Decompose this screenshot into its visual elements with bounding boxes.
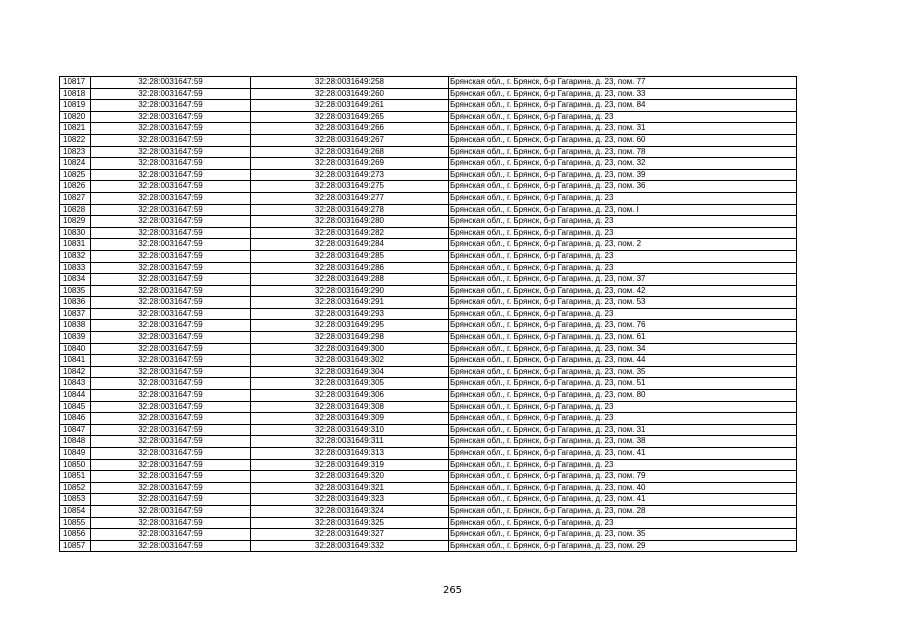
row-number-cell: 10838 bbox=[60, 320, 91, 332]
address-cell: Брянская обл., г. Брянск, б-р Гагарина, д. 23, пом. 84 bbox=[449, 100, 797, 112]
row-number-cell: 10848 bbox=[60, 436, 91, 448]
cadastral-number-cell: 32:28:0031649:285 bbox=[251, 250, 449, 262]
registry-table-body bbox=[60, 77, 797, 552]
cadastral-number-cell: 32:28:0031649:275 bbox=[251, 181, 449, 193]
cadastral-quarter-cell: 32:28:0031647:59 bbox=[91, 494, 251, 506]
cadastral-number-cell: 32:28:0031649:302 bbox=[251, 355, 449, 367]
address-cell: Брянская обл., г. Брянск, б-р Гагарина, д. 23, пом. 79 bbox=[449, 471, 797, 483]
cadastral-quarter-cell: 32:28:0031647:59 bbox=[91, 459, 251, 471]
table-row bbox=[60, 471, 797, 483]
row-number-cell: 10817 bbox=[60, 77, 91, 89]
cadastral-number-cell: 32:28:0031649:268 bbox=[251, 146, 449, 158]
table-row bbox=[60, 297, 797, 309]
table-row bbox=[60, 517, 797, 529]
cadastral-quarter-cell: 32:28:0031647:59 bbox=[91, 239, 251, 251]
address-cell: Брянская обл., г. Брянск, б-р Гагарина, д. 23 bbox=[449, 192, 797, 204]
row-number-cell: 10855 bbox=[60, 517, 91, 529]
cadastral-quarter-cell: 32:28:0031647:59 bbox=[91, 146, 251, 158]
table-row bbox=[60, 227, 797, 239]
cadastral-quarter-cell: 32:28:0031647:59 bbox=[91, 169, 251, 181]
row-number-cell: 10845 bbox=[60, 401, 91, 413]
address-cell: Брянская обл., г. Брянск, б-р Гагарина, д. 23 bbox=[449, 401, 797, 413]
address-cell: Брянская обл., г. Брянск, б-р Гагарина, д. 23, пом. 31 bbox=[449, 123, 797, 135]
address-cell: Брянская обл., г. Брянск, б-р Гагарина, д. 23 bbox=[449, 308, 797, 320]
cadastral-number-cell: 32:28:0031649:267 bbox=[251, 134, 449, 146]
table-row bbox=[60, 343, 797, 355]
row-number-cell: 10829 bbox=[60, 216, 91, 228]
row-number-cell: 10823 bbox=[60, 146, 91, 158]
table-row bbox=[60, 192, 797, 204]
cadastral-number-cell: 32:28:0031649:308 bbox=[251, 401, 449, 413]
cadastral-number-cell: 32:28:0031649:310 bbox=[251, 424, 449, 436]
cadastral-quarter-cell: 32:28:0031647:59 bbox=[91, 517, 251, 529]
table-row bbox=[60, 332, 797, 344]
cadastral-number-cell: 32:28:0031649:332 bbox=[251, 540, 449, 552]
cadastral-number-cell: 32:28:0031649:304 bbox=[251, 366, 449, 378]
cadastral-quarter-cell: 32:28:0031647:59 bbox=[91, 366, 251, 378]
cadastral-number-cell: 32:28:0031649:313 bbox=[251, 448, 449, 460]
table-row bbox=[60, 529, 797, 541]
address-cell: Брянская обл., г. Брянск, б-р Гагарина, д. 23, пом. 77 bbox=[449, 77, 797, 89]
row-number-cell: 10840 bbox=[60, 343, 91, 355]
cadastral-quarter-cell: 32:28:0031647:59 bbox=[91, 274, 251, 286]
row-number-cell: 10851 bbox=[60, 471, 91, 483]
row-number-cell: 10854 bbox=[60, 505, 91, 517]
cadastral-quarter-cell: 32:28:0031647:59 bbox=[91, 505, 251, 517]
address-cell: Брянская обл., г. Брянск, б-р Гагарина, д. 23, пом. 53 bbox=[449, 297, 797, 309]
cadastral-number-cell: 32:28:0031649:290 bbox=[251, 285, 449, 297]
cadastral-quarter-cell: 32:28:0031647:59 bbox=[91, 355, 251, 367]
address-cell: Брянская обл., г. Брянск, б-р Гагарина, д. 23, пом. 33 bbox=[449, 88, 797, 100]
cadastral-quarter-cell: 32:28:0031647:59 bbox=[91, 529, 251, 541]
address-cell: Брянская обл., г. Брянск, б-р Гагарина, д. 23, пом. 36 bbox=[449, 181, 797, 193]
address-cell: Брянская обл., г. Брянск, б-р Гагарина, д. 23, пом. 35 bbox=[449, 366, 797, 378]
cadastral-quarter-cell: 32:28:0031647:59 bbox=[91, 227, 251, 239]
cadastral-quarter-cell: 32:28:0031647:59 bbox=[91, 77, 251, 89]
table-row bbox=[60, 250, 797, 262]
cadastral-number-cell: 32:28:0031649:258 bbox=[251, 77, 449, 89]
cadastral-quarter-cell: 32:28:0031647:59 bbox=[91, 111, 251, 123]
row-number-cell: 10857 bbox=[60, 540, 91, 552]
row-number-cell: 10830 bbox=[60, 227, 91, 239]
address-cell: Брянская обл., г. Брянск, б-р Гагарина, д. 23 bbox=[449, 517, 797, 529]
cadastral-number-cell: 32:28:0031649:311 bbox=[251, 436, 449, 448]
cadastral-quarter-cell: 32:28:0031647:59 bbox=[91, 216, 251, 228]
cadastral-number-cell: 32:28:0031649:265 bbox=[251, 111, 449, 123]
row-number-cell: 10832 bbox=[60, 250, 91, 262]
table-row bbox=[60, 505, 797, 517]
cadastral-quarter-cell: 32:28:0031647:59 bbox=[91, 88, 251, 100]
table-row bbox=[60, 378, 797, 390]
address-cell: Брянская обл., г. Брянск, б-р Гагарина, д. 23, пом. 44 bbox=[449, 355, 797, 367]
cadastral-quarter-cell: 32:28:0031647:59 bbox=[91, 158, 251, 170]
cadastral-quarter-cell: 32:28:0031647:59 bbox=[91, 436, 251, 448]
row-number-cell: 10828 bbox=[60, 204, 91, 216]
address-cell: Брянская обл., г. Брянск, б-р Гагарина, д. 23, пом. 76 bbox=[449, 320, 797, 332]
address-cell: Брянская обл., г. Брянск, б-р Гагарина, д. 23, пом. 78 bbox=[449, 146, 797, 158]
row-number-cell: 10827 bbox=[60, 192, 91, 204]
cadastral-number-cell: 32:28:0031649:305 bbox=[251, 378, 449, 390]
page-number: 265 bbox=[442, 585, 463, 596]
cadastral-number-cell: 32:28:0031649:298 bbox=[251, 332, 449, 344]
table-row bbox=[60, 540, 797, 552]
cadastral-quarter-cell: 32:28:0031647:59 bbox=[91, 390, 251, 402]
address-cell: Брянская обл., г. Брянск, б-р Гагарина, д. 23, пом. 38 bbox=[449, 436, 797, 448]
address-cell: Брянская обл., г. Брянск, б-р Гагарина, д. 23, пом. 40 bbox=[449, 482, 797, 494]
address-cell: Брянская обл., г. Брянск, б-р Гагарина, д. 23, пом. 80 bbox=[449, 390, 797, 402]
address-cell: Брянская обл., г. Брянск, б-р Гагарина, д. 23, пом. 37 bbox=[449, 274, 797, 286]
address-cell: Брянская обл., г. Брянск, б-р Гагарина, д. 23, пом. 34 bbox=[449, 343, 797, 355]
address-cell: Брянская обл., г. Брянск, б-р Гагарина, д. 23, пом. 41 bbox=[449, 494, 797, 506]
cadastral-quarter-cell: 32:28:0031647:59 bbox=[91, 413, 251, 425]
row-number-cell: 10853 bbox=[60, 494, 91, 506]
cadastral-number-cell: 32:28:0031649:261 bbox=[251, 100, 449, 112]
table-row bbox=[60, 355, 797, 367]
address-cell: Брянская обл., г. Брянск, б-р Гагарина, д. 23, пом. 2 bbox=[449, 239, 797, 251]
table-row bbox=[60, 459, 797, 471]
row-number-cell: 10831 bbox=[60, 239, 91, 251]
address-cell: Брянская обл., г. Брянск, б-р Гагарина, д. 23, пом. 31 bbox=[449, 424, 797, 436]
row-number-cell: 10852 bbox=[60, 482, 91, 494]
row-number-cell: 10819 bbox=[60, 100, 91, 112]
cadastral-quarter-cell: 32:28:0031647:59 bbox=[91, 343, 251, 355]
cadastral-quarter-cell: 32:28:0031647:59 bbox=[91, 134, 251, 146]
address-cell: Брянская обл., г. Брянск, б-р Гагарина, д. 23, пом. 39 bbox=[449, 169, 797, 181]
cadastral-number-cell: 32:28:0031649:306 bbox=[251, 390, 449, 402]
address-cell: Брянская обл., г. Брянск, б-р Гагарина, д. 23, пом. 29 bbox=[449, 540, 797, 552]
row-number-cell: 10841 bbox=[60, 355, 91, 367]
cadastral-quarter-cell: 32:28:0031647:59 bbox=[91, 401, 251, 413]
table-row bbox=[60, 134, 797, 146]
table-row bbox=[60, 320, 797, 332]
registry-table bbox=[59, 76, 797, 552]
cadastral-quarter-cell: 32:28:0031647:59 bbox=[91, 262, 251, 274]
row-number-cell: 10818 bbox=[60, 88, 91, 100]
cadastral-quarter-cell: 32:28:0031647:59 bbox=[91, 100, 251, 112]
cadastral-quarter-cell: 32:28:0031647:59 bbox=[91, 297, 251, 309]
table-row bbox=[60, 88, 797, 100]
table-row bbox=[60, 239, 797, 251]
cadastral-quarter-cell: 32:28:0031647:59 bbox=[91, 123, 251, 135]
address-cell: Брянская обл., г. Брянск, б-р Гагарина, д. 23, пом. 32 bbox=[449, 158, 797, 170]
cadastral-number-cell: 32:28:0031649:320 bbox=[251, 471, 449, 483]
address-cell: Брянская обл., г. Брянск, б-р Гагарина, д. 23, пом. 41 bbox=[449, 448, 797, 460]
address-cell: Брянская обл., г. Брянск, б-р Гагарина, д. 23 bbox=[449, 459, 797, 471]
table-row bbox=[60, 100, 797, 112]
cadastral-number-cell: 32:28:0031649:293 bbox=[251, 308, 449, 320]
row-number-cell: 10833 bbox=[60, 262, 91, 274]
cadastral-quarter-cell: 32:28:0031647:59 bbox=[91, 378, 251, 390]
row-number-cell: 10843 bbox=[60, 378, 91, 390]
row-number-cell: 10820 bbox=[60, 111, 91, 123]
table-row bbox=[60, 448, 797, 460]
row-number-cell: 10821 bbox=[60, 123, 91, 135]
table-row bbox=[60, 436, 797, 448]
cadastral-quarter-cell: 32:28:0031647:59 bbox=[91, 320, 251, 332]
table-row bbox=[60, 401, 797, 413]
table-row bbox=[60, 158, 797, 170]
table-row bbox=[60, 204, 797, 216]
table-row bbox=[60, 390, 797, 402]
cadastral-number-cell: 32:28:0031649:323 bbox=[251, 494, 449, 506]
row-number-cell: 10849 bbox=[60, 448, 91, 460]
cadastral-number-cell: 32:28:0031649:327 bbox=[251, 529, 449, 541]
cadastral-quarter-cell: 32:28:0031647:59 bbox=[91, 192, 251, 204]
cadastral-quarter-cell: 32:28:0031647:59 bbox=[91, 308, 251, 320]
address-cell: Брянская обл., г. Брянск, б-р Гагарина, д. 23 bbox=[449, 111, 797, 123]
row-number-cell: 10835 bbox=[60, 285, 91, 297]
address-cell: Брянская обл., г. Брянск, б-р Гагарина, д. 23 bbox=[449, 250, 797, 262]
cadastral-number-cell: 32:28:0031649:278 bbox=[251, 204, 449, 216]
table-row bbox=[60, 494, 797, 506]
address-cell: Брянская обл., г. Брянск, б-р Гагарина, д. 23, пом. 51 bbox=[449, 378, 797, 390]
table-row bbox=[60, 274, 797, 286]
address-cell: Брянская обл., г. Брянск, б-р Гагарина, д. 23 bbox=[449, 262, 797, 274]
address-cell: Брянская обл., г. Брянск, б-р Гагарина, д. 23 bbox=[449, 413, 797, 425]
address-cell: Брянская обл., г. Брянск, б-р Гагарина, д. 23, пом. 28 bbox=[449, 505, 797, 517]
table-row bbox=[60, 424, 797, 436]
cadastral-number-cell: 32:28:0031649:269 bbox=[251, 158, 449, 170]
cadastral-quarter-cell: 32:28:0031647:59 bbox=[91, 250, 251, 262]
table-row bbox=[60, 181, 797, 193]
cadastral-quarter-cell: 32:28:0031647:59 bbox=[91, 424, 251, 436]
row-number-cell: 10846 bbox=[60, 413, 91, 425]
cadastral-number-cell: 32:28:0031649:273 bbox=[251, 169, 449, 181]
table-row bbox=[60, 169, 797, 181]
cadastral-number-cell: 32:28:0031649:288 bbox=[251, 274, 449, 286]
row-number-cell: 10847 bbox=[60, 424, 91, 436]
table-row bbox=[60, 111, 797, 123]
cadastral-quarter-cell: 32:28:0031647:59 bbox=[91, 332, 251, 344]
table-row bbox=[60, 146, 797, 158]
cadastral-quarter-cell: 32:28:0031647:59 bbox=[91, 482, 251, 494]
cadastral-quarter-cell: 32:28:0031647:59 bbox=[91, 448, 251, 460]
cadastral-number-cell: 32:28:0031649:295 bbox=[251, 320, 449, 332]
address-cell: Брянская обл., г. Брянск, б-р Гагарина, д. 23, пом. 61 bbox=[449, 332, 797, 344]
cadastral-number-cell: 32:28:0031649:300 bbox=[251, 343, 449, 355]
table-row bbox=[60, 216, 797, 228]
row-number-cell: 10826 bbox=[60, 181, 91, 193]
row-number-cell: 10850 bbox=[60, 459, 91, 471]
cadastral-number-cell: 32:28:0031649:260 bbox=[251, 88, 449, 100]
row-number-cell: 10834 bbox=[60, 274, 91, 286]
cadastral-number-cell: 32:28:0031649:266 bbox=[251, 123, 449, 135]
table-row bbox=[60, 366, 797, 378]
cadastral-quarter-cell: 32:28:0031647:59 bbox=[91, 471, 251, 483]
cadastral-number-cell: 32:28:0031649:291 bbox=[251, 297, 449, 309]
address-cell: Брянская обл., г. Брянск, б-р Гагарина, д. 23, пом. 60 bbox=[449, 134, 797, 146]
table-row bbox=[60, 482, 797, 494]
cadastral-number-cell: 32:28:0031649:325 bbox=[251, 517, 449, 529]
table-row bbox=[60, 413, 797, 425]
cadastral-number-cell: 32:28:0031649:286 bbox=[251, 262, 449, 274]
table-row bbox=[60, 77, 797, 89]
cadastral-number-cell: 32:28:0031649:280 bbox=[251, 216, 449, 228]
row-number-cell: 10856 bbox=[60, 529, 91, 541]
table-row bbox=[60, 308, 797, 320]
cadastral-number-cell: 32:28:0031649:284 bbox=[251, 239, 449, 251]
cadastral-number-cell: 32:28:0031649:319 bbox=[251, 459, 449, 471]
row-number-cell: 10844 bbox=[60, 390, 91, 402]
cadastral-quarter-cell: 32:28:0031647:59 bbox=[91, 285, 251, 297]
address-cell: Брянская обл., г. Брянск, б-р Гагарина, д. 23 bbox=[449, 216, 797, 228]
table-row bbox=[60, 123, 797, 135]
address-cell: Брянская обл., г. Брянск, б-р Гагарина, д. 23 bbox=[449, 227, 797, 239]
cadastral-number-cell: 32:28:0031649:277 bbox=[251, 192, 449, 204]
row-number-cell: 10836 bbox=[60, 297, 91, 309]
row-number-cell: 10822 bbox=[60, 134, 91, 146]
table-row bbox=[60, 262, 797, 274]
cadastral-quarter-cell: 32:28:0031647:59 bbox=[91, 540, 251, 552]
address-cell: Брянская обл., г. Брянск, б-р Гагарина, д. 23, пом. 35 bbox=[449, 529, 797, 541]
cadastral-number-cell: 32:28:0031649:321 bbox=[251, 482, 449, 494]
address-cell: Брянская обл., г. Брянск, б-р Гагарина, д. 23, пом. I bbox=[449, 204, 797, 216]
cadastral-number-cell: 32:28:0031649:282 bbox=[251, 227, 449, 239]
row-number-cell: 10839 bbox=[60, 332, 91, 344]
row-number-cell: 10824 bbox=[60, 158, 91, 170]
cadastral-quarter-cell: 32:28:0031647:59 bbox=[91, 204, 251, 216]
row-number-cell: 10825 bbox=[60, 169, 91, 181]
cadastral-number-cell: 32:28:0031649:324 bbox=[251, 505, 449, 517]
table-row bbox=[60, 285, 797, 297]
cadastral-number-cell: 32:28:0031649:309 bbox=[251, 413, 449, 425]
cadastral-quarter-cell: 32:28:0031647:59 bbox=[91, 181, 251, 193]
row-number-cell: 10842 bbox=[60, 366, 91, 378]
address-cell: Брянская обл., г. Брянск, б-р Гагарина, д. 23, пом. 42 bbox=[449, 285, 797, 297]
row-number-cell: 10837 bbox=[60, 308, 91, 320]
